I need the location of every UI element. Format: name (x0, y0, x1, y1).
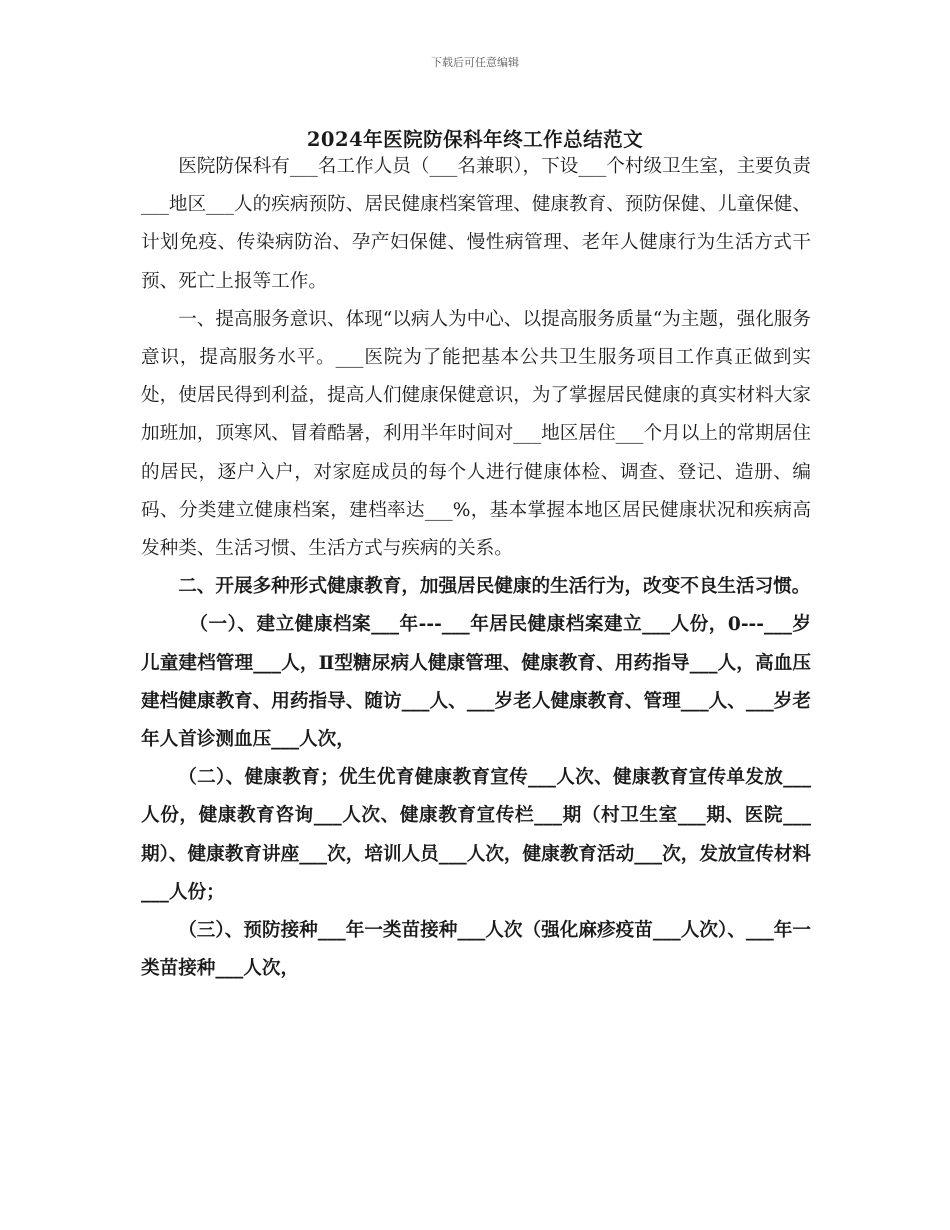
paragraph-subsection-1: （一）、建立健康档案___年---___年居民健康档案建立___人份，0---___岁儿童建档管理___人，Ⅱ型糖尿病人健康管理、健康教育、用药指导___人，高血压建档健康教育、用药指导、随访___人、___岁老人健康教育、管理___人、___岁老年人首诊测血压___人次， (141, 614, 811, 751)
paragraph-intro: 医院防保科有___名工作人员（___名兼职），下设___个村级卫生室，主要负责___地区___人的疾病预防、居民健康档案管理、健康教育、预防保健、儿童保健、计划免疫、传染病防治、孕产妇保健、慢性病管理、老年人健康行为生活方式干预、死亡上报等工作。 (141, 156, 811, 292)
document-title: 2024年医院防保科年终工作总结范文 (306, 128, 644, 151)
header-note: 下载后可任意编辑 (431, 56, 519, 69)
paragraph-section-2-heading: 二、开展多种形式健康教育，加强居民健康的生活行为，改变不良生活习惯。 (178, 576, 811, 598)
paragraph-subsection-2: （二）、健康教育；优生优育健康教育宣传___人次、健康教育宣传单发放___人份，健康教育咨询___人次、健康教育宣传栏___期（村卫生室___期、医院___期）、健康教育讲座___次，培训人员___人次，健康教育活动___次，发放宣传材料___人份； (141, 767, 811, 903)
paragraph-subsection-3: （三）、预防接种___年一类苗接种___人次（强化麻疹疫苗___人次）、___年一类苗接种___人次， (141, 920, 811, 980)
paragraph-section-1: 一、提高服务意识、体现“以病人为中心、以提高服务质量“为主题，强化服务意识，提高服务水平。___医院为了能把基本公共卫生服务项目工作真正做到实处，使居民得到利益，提高人们健康保健意识，为了掌握居民健康的真实材料大家加班加，顶寒风、冒着酷暑，利用半年时间对___地区居住___个月以上的常期居住的居民，逐户入户，对家庭成员的每个人进行健康体检、调查、登记、造册、编码、分类建立健康档案，建档率达___%，基本掌握本地区居民健康状况和疾病高发种类、生活习惯、生活方式与疾病的关系。 (141, 308, 811, 560)
document-body (141, 148, 811, 988)
